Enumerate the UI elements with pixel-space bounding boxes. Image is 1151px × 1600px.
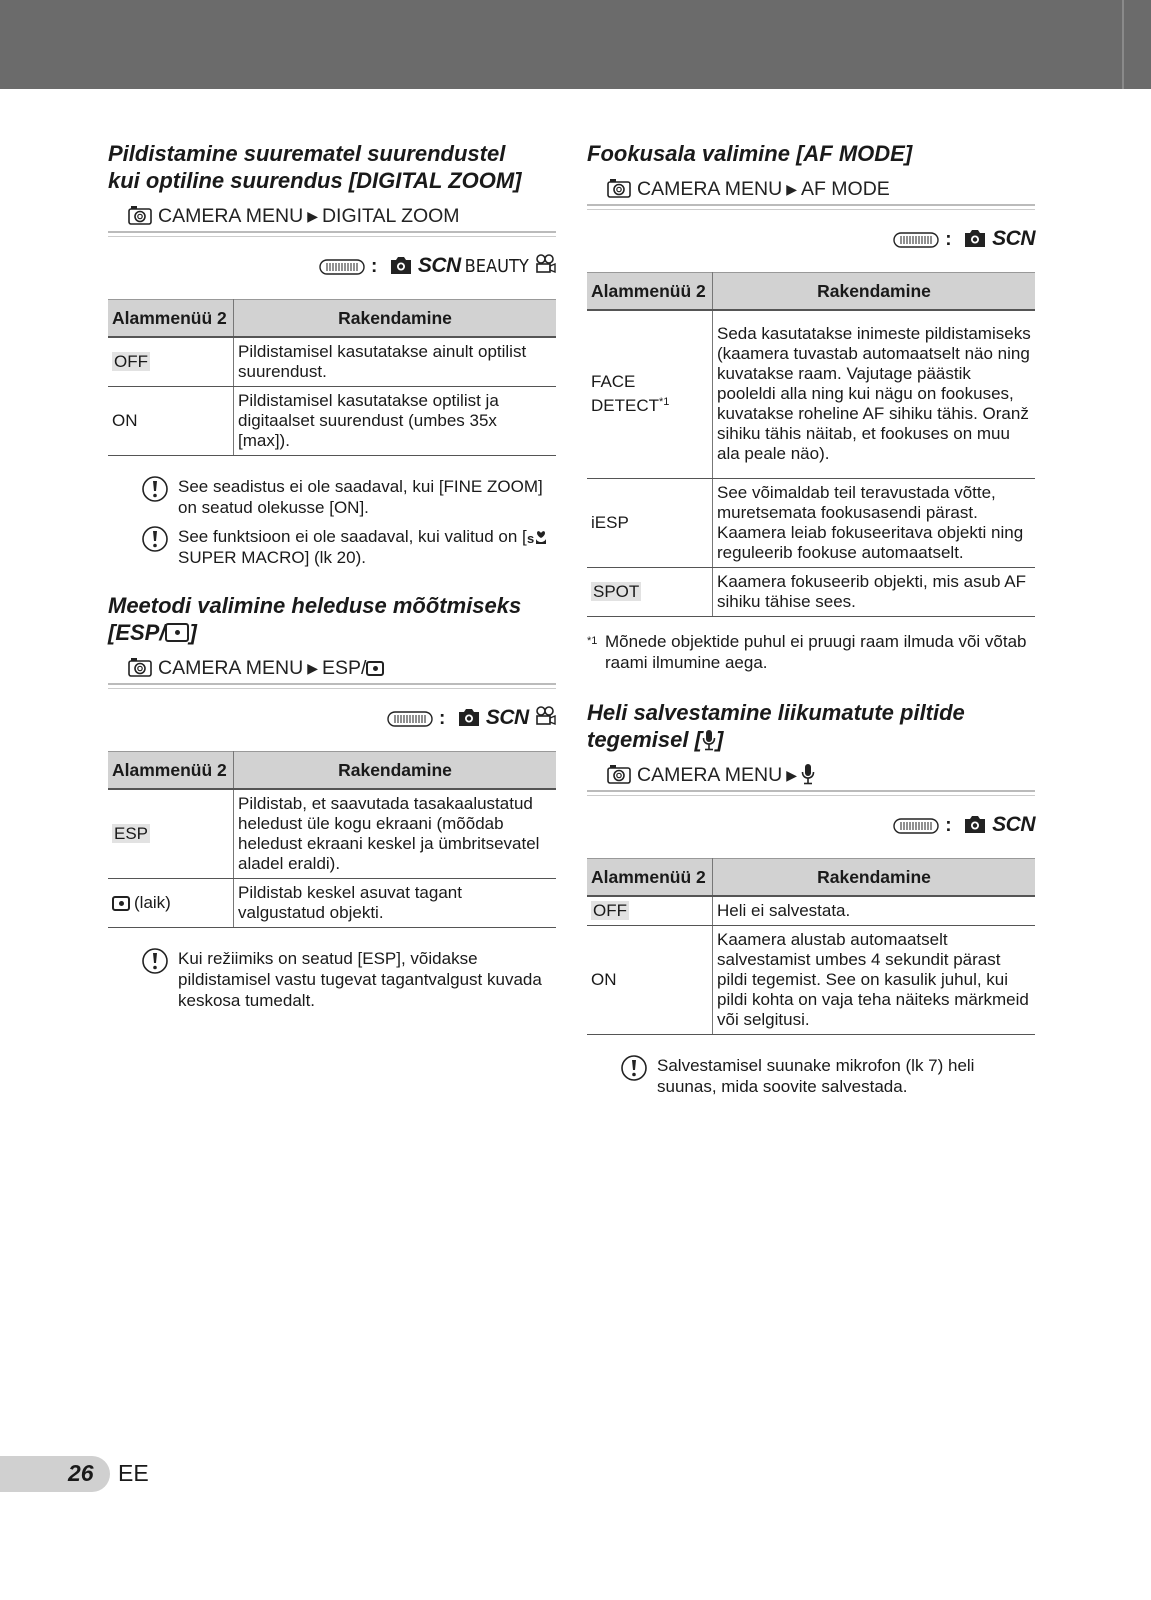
camera-menu-label: CAMERA MENU [637,178,783,200]
esp-table [108,751,556,928]
modes-colon: : [370,256,378,277]
caution-icon [142,948,168,974]
movie-mode-icon [534,253,556,275]
table-row [587,926,1035,1035]
option-name [587,896,713,926]
option-name: ON [108,387,234,456]
table-row [587,567,1035,616]
mode-dial-icon [319,258,365,276]
option-description: Seda kasutatakse inimeste pildistamiseks (kaamera tuvastab automaatselt näo ning kuvatakse raam. Vajutage päästik pooleldi alla ning kui nägu on fookuses, kuvatakse roheline AF sihiku tähis. Oranž sihiku tähis näitab, et fookuses on muu ala peale näo). [713,310,1036,478]
sound-modes [587,812,1035,838]
digital-zoom-menu-path [108,204,556,233]
modes-colon: : [945,229,952,250]
header-bar [0,0,1151,89]
table-row [108,789,556,879]
arrow-right-icon: ▶ [307,208,318,224]
caution-text: Salvestamisel suunake mikrofon (lk 7) heli suunas, mida soovite salvestada. [657,1056,975,1096]
column-header-submenu: Alammenüü 2 [587,858,713,896]
camera-menu-label: CAMERA MENU [158,205,304,227]
option-name: ON [587,926,713,1035]
mode-dial-icon [893,231,939,249]
caution-icon [142,526,168,552]
esp-modes [108,705,556,731]
digital-zoom-label: DIGITAL ZOOM [321,205,460,227]
option-description: Pildistamisel kasutatakse ainult optilist suurendust. [234,337,557,387]
page-number: 26 [68,1460,94,1486]
esp-title [108,592,556,646]
column-header-submenu: Alammenüü 2 [587,273,713,311]
caution-text: See seadistus ei ole saadaval, kui [FINE ZOOM] on seatud olekusse [ON]. [178,477,543,517]
camera-menu-label: CAMERA MENU [637,763,783,786]
af-mode-modes [587,226,1035,252]
sound-title-line2: tegemisel [ [587,726,702,752]
column-header-application: Rakendamine [713,858,1036,896]
option-esp-label: ESP [114,824,149,843]
camera-menu-icon [128,657,152,677]
camera-mode-icon [963,228,987,248]
camera-menu-label: CAMERA MENU [158,657,304,679]
camera-mode-icon [457,707,481,727]
af-mode-table [587,272,1035,617]
table-row [587,310,1035,478]
option-description: Pildistab keskel asuvat tagant valgustatud objekti. [234,879,557,928]
esp-title-line1: Meetodi valimine heleduse mõõtmiseks [108,593,522,618]
sound-title-line1: Heli salvestamine liikumatute piltide [587,699,965,725]
sound-menu-path [587,763,1035,792]
scn-mode-label: SCN [992,812,1035,836]
caution-icon [621,1055,647,1081]
option-spot-label: (laik) [134,893,171,912]
spot-metering-icon [366,661,384,676]
right-column [587,140,1035,1097]
caution-note [587,1055,1035,1097]
option-description: Heli ei salvestata. [713,896,1036,926]
digital-zoom-title-line2: kui optiline suurendus [DIGITAL ZOOM] [108,168,522,193]
camera-mode-icon [963,814,987,834]
footnote-text: Mõnede objektide puhul ei pruugi raam ilmuda või võtab raami ilmumine aega. [605,631,1027,672]
camera-menu-icon [128,205,152,225]
digital-zoom-title [108,140,556,194]
microphone-icon [702,729,716,751]
caution-note [108,948,556,1011]
left-column [108,140,556,1011]
column-header-submenu: Alammenüü 2 [108,300,234,338]
option-name [108,337,234,387]
scn-mode-label: SCN [992,227,1035,250]
option-face-detect-label: FACE DETECT [591,372,659,416]
table-row [108,879,556,928]
scn-mode-label: SCN [485,706,529,729]
arrow-right-icon: ▶ [786,766,797,783]
table-row [108,337,556,387]
modes-colon: : [945,814,952,836]
digital-zoom-table [108,299,556,456]
page-language: EE [118,1460,149,1486]
esp-menu-path [108,656,556,685]
arrow-right-icon: ▶ [786,181,797,197]
af-mode-section [587,140,1035,673]
caution-text: Kui režiimiks on seatud [ESP], võidakse pildistamisel vastu tugevat tagantvalgust kuvada keskosa tumedalt. [178,949,542,1010]
sound-section [587,699,1035,1098]
modes-colon: : [438,708,446,729]
table-row [108,387,556,456]
mode-dial-icon [387,710,433,728]
esp-title-line2: [ESP/ [108,620,166,645]
footnote [587,631,1035,673]
caution-text-part2: SUPER MACRO] (lk 20). [178,548,366,567]
af-mode-title: Fookusala valimine [AF MODE] [587,141,913,166]
camera-menu-icon [607,764,631,784]
option-name [587,310,713,478]
digital-zoom-section [108,140,556,568]
sound-table [587,858,1035,1036]
caution-note [108,476,556,518]
sound-title-close: ] [715,726,724,752]
movie-mode-icon [534,705,556,727]
option-name [587,567,713,616]
table-row [587,896,1035,926]
option-description: Pildistab, et saavutada tasakaalustatud heledust üle kogu ekraani (mõõdab heledust ekraani keskel ja ümbritsevatel aladel eraldi). [234,789,557,879]
option-description: See võimaldab teil teravustada võtte, muretsemata fookusasendi pärast. Kaamera leiab fokuseeritava objekti ning reguleerib fookuse automaatselt. [713,478,1036,567]
caution-icon [142,476,168,502]
beauty-mode-label: BEAUTY [464,256,529,277]
column-header-application: Rakendamine [713,273,1036,311]
column-header-application: Rakendamine [234,300,557,338]
camera-mode-icon [389,255,413,275]
option-off-label: OFF [114,352,148,371]
mode-dial-icon [893,817,939,835]
af-mode-menu-path [587,177,1035,206]
arrow-right-icon: ▶ [307,660,318,676]
super-macro-icon [527,527,549,545]
caution-text-part1: See funktsioon ei ole saadaval, kui valitud on [ [178,527,527,546]
header-bar-edge [1122,0,1124,89]
option-description: Kaamera alustab automaatselt salvestamist umbes 4 sekundit pärast pildi tegemist. See on kasulik juhul, kui pildi kohta on vaja teha näiteks märkmeid või selgitusi. [713,926,1036,1035]
esp-title-close: ] [189,620,197,645]
scn-mode-label: SCN [417,254,461,277]
option-name [108,789,234,879]
option-description: Pildistamisel kasutatakse optilist ja digitaalset suurendust (umbes 35x [max]). [234,387,557,456]
spot-metering-icon [112,896,130,911]
footnote-marker: *1 [587,634,598,647]
option-off-label: OFF [593,900,627,920]
spot-metering-icon [165,623,189,642]
column-header-application: Rakendamine [234,752,557,790]
footnote-marker: *1 [659,396,670,409]
caution-note [108,526,556,568]
esp-section [108,592,556,1011]
option-name: iESP [587,478,713,567]
sound-title [587,699,1035,753]
af-mode-label: AF MODE [800,178,890,200]
digital-zoom-modes [108,253,556,279]
camera-menu-icon [607,178,631,198]
option-description: Kaamera fokuseerib objekti, mis asub AF sihiku tähise sees. [713,567,1036,616]
column-header-submenu: Alammenüü 2 [108,752,234,790]
svg-text:s: s [526,531,534,545]
microphone-icon [801,763,815,785]
option-spot-label: SPOT [593,581,640,601]
digital-zoom-title-line1: Pildistamine suurematel suurendustel [108,141,506,166]
esp-label: ESP/ [321,657,367,679]
option-name [108,879,234,928]
table-row [587,478,1035,567]
